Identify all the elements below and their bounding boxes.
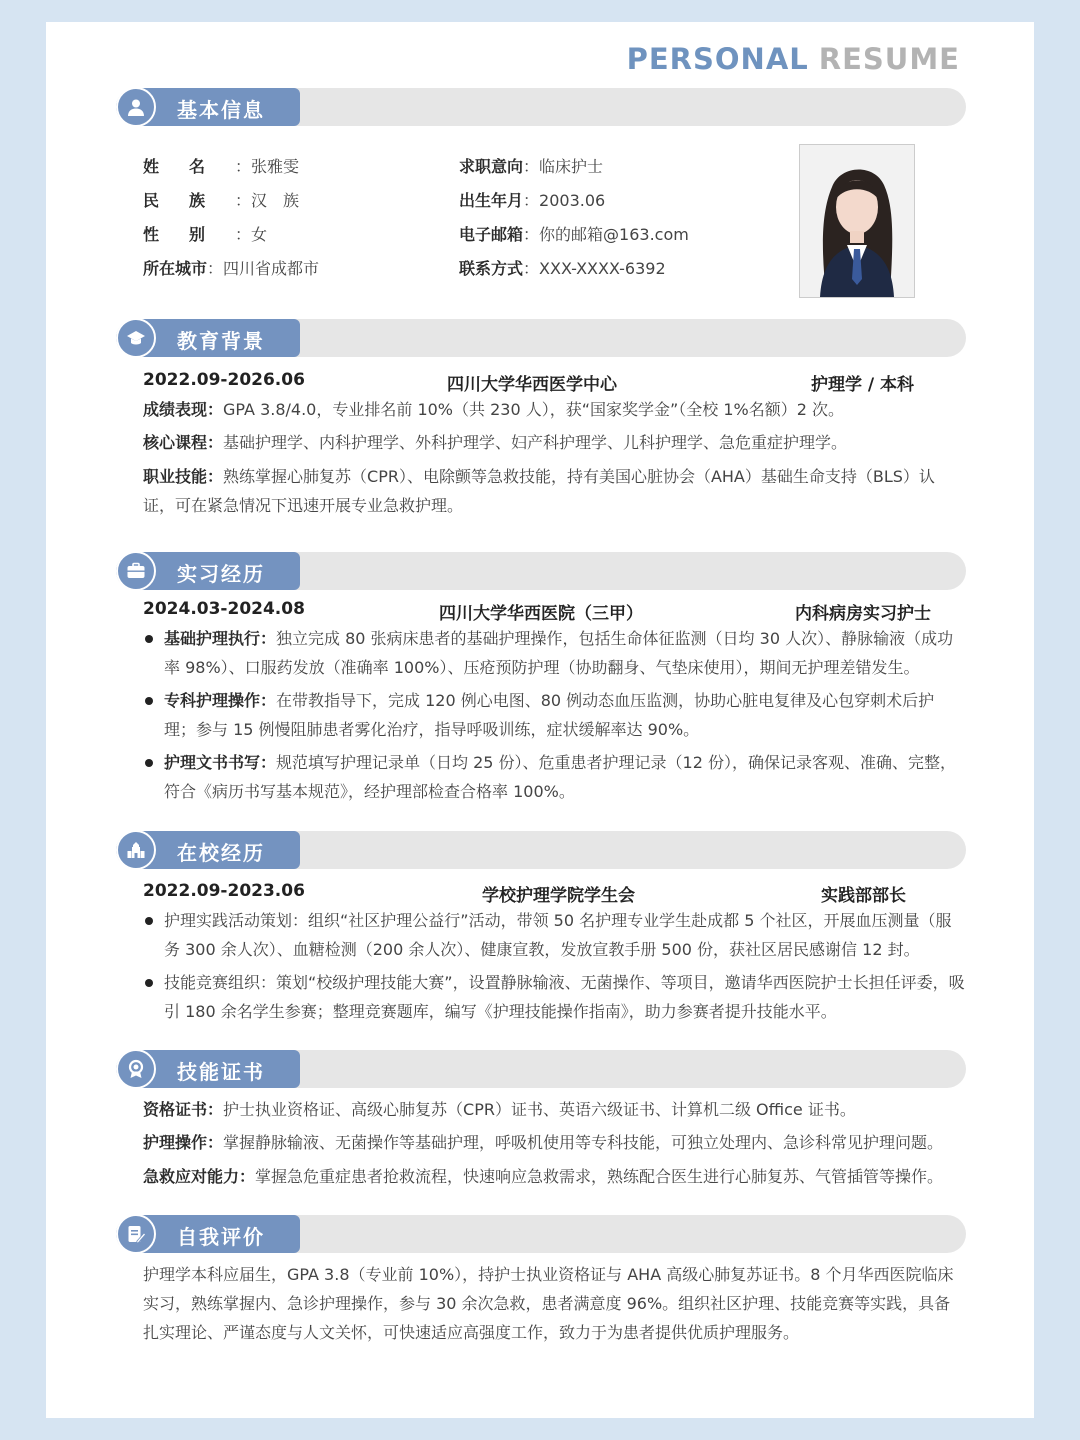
resume-header-title (627, 42, 960, 76)
education-major: 护理学 / 本科 (811, 375, 915, 395)
internship-item-label: 专科护理操作： (164, 691, 277, 710)
field-colon: ： (235, 191, 252, 210)
internship-item-label: 护理文书书写： (164, 753, 277, 772)
education-item-text: GPA 3.8/4.0，专业排名前 10%（共 230 人），获“国家奖学金”（全校 1%名额）2 次。 (223, 400, 845, 419)
field-colon: ： (523, 157, 540, 176)
field-colon: ： (235, 157, 252, 176)
field-label: 姓名 (143, 157, 236, 176)
skills-item-text: 掌握急危重症患者抢救流程，快速响应急救需求，熟练配合医生进行心肺复苏、气管插管等操作。 (255, 1167, 944, 1186)
header-word-personal: PERSONAL (626, 42, 809, 76)
field-gender (143, 225, 267, 245)
section-title-basic: 基本信息 (177, 98, 265, 122)
field-value-gender: 女 (251, 225, 268, 244)
campus-date: 2022.09-2023.06 (143, 881, 305, 901)
field-label: 电子邮箱 (459, 225, 524, 244)
internship-item (145, 624, 965, 682)
field-city (143, 259, 319, 279)
skills-item-label: 资格证书： (143, 1100, 224, 1119)
field-value-job: 临床护士 (539, 157, 604, 176)
section-header-campus (116, 831, 966, 869)
campus-role: 实践部部长 (821, 886, 906, 906)
field-label: 所在城市 (143, 259, 208, 278)
field-birth (459, 191, 605, 211)
skills-item (143, 1128, 963, 1157)
skills-item-text: 护士执业资格证、高级心肺复苏（CPR）证书、英语六级证书、计算机二级 Office 证书。 (223, 1100, 856, 1119)
bullet-dot (145, 917, 153, 925)
internship-item-text: 规范填写护理记录单（日均 25 份）、危重患者护理记录（12 份），确保记录客观、准确、完整，符合《病历书写基本规范》，经护理部检查合格率 100%。 (164, 753, 956, 801)
bullet-dot (145, 697, 153, 705)
field-label: 出生年月 (459, 191, 524, 210)
campus-item-text: 技能竞赛组织：策划“校级护理技能大赛”，设置静脉输液、无菌操作、等项目，邀请华西医院护士长担任评委，吸引 180 余名学生参赛；整理竞赛题库，编写《护理技能操作指南》，助力参赛者提升技能水平。 (164, 973, 965, 1021)
field-value-ethnic: 汉 族 (251, 191, 300, 210)
resume-page (46, 22, 1034, 1418)
field-label: 求职意向 (459, 157, 524, 176)
section-title-education: 教育背景 (177, 329, 265, 353)
field-phone (459, 259, 666, 279)
field-email (459, 225, 689, 245)
section-header-basic (116, 88, 966, 126)
skills-item-label: 急救应对能力： (143, 1167, 256, 1186)
section-header-education (116, 319, 966, 357)
profile-photo (799, 144, 915, 298)
education-item-label: 成绩表现： (143, 400, 224, 419)
bullet-dot (145, 979, 153, 987)
campus-item (145, 906, 965, 964)
internship-item-label: 基础护理执行： (164, 629, 277, 648)
education-item-text: 熟练掌握心肺复苏（CPR）、电除颤等急救技能，持有美国心脏协会（AHA）基础生命支持（BLS）认证，可在紧急情况下迅速开展专业急救护理。 (143, 467, 935, 515)
field-colon: ： (523, 259, 540, 278)
education-item-label: 职业技能： (143, 467, 224, 486)
school-building-icon (116, 830, 156, 870)
skills-item (143, 1095, 963, 1124)
award-medal-icon (116, 1049, 156, 1089)
field-value-email: 你的邮箱@163.com (539, 225, 689, 244)
section-title-skills: 技能证书 (177, 1060, 265, 1084)
skills-item-label: 护理操作： (143, 1133, 224, 1152)
field-value-phone: XXX-XXXX-6392 (539, 259, 666, 278)
field-value-name: 张雅雯 (251, 157, 300, 176)
education-item-label: 核心课程： (143, 433, 224, 452)
edit-note-icon (116, 1214, 156, 1254)
field-value-city: 四川省成都市 (223, 259, 320, 278)
education-item (143, 462, 963, 520)
briefcase-icon (116, 551, 156, 591)
internship-item (145, 748, 965, 806)
internship-role: 内科病房实习护士 (795, 604, 931, 624)
skills-item-text: 掌握静脉输液、无菌操作等基础护理，呼吸机使用等专科技能，可独立处理内、急诊科常见护理问题。 (223, 1133, 944, 1152)
field-colon: ： (235, 225, 252, 244)
field-colon: ： (523, 191, 540, 210)
internship-item-text: 在带教指导下，完成 120 例心电图、80 例动态血压监测，协助心脏电复律及心包穿刺术后护理；参与 15 例慢阻肺患者雾化治疗，指导呼吸训练，症状缓解率达 90%。 (164, 691, 935, 739)
education-item (143, 395, 963, 424)
field-value-birth: 2003.06 (539, 191, 606, 210)
internship-date: 2024.03-2024.08 (143, 599, 305, 619)
section-title-internship: 实习经历 (177, 562, 265, 586)
field-name (143, 157, 299, 177)
bullet-dot (145, 759, 153, 767)
skills-item (143, 1162, 963, 1191)
campus-org: 学校护理学院学生会 (482, 886, 635, 906)
education-school: 四川大学华西医学中心 (447, 375, 617, 395)
bullet-dot (145, 635, 153, 643)
section-title-self: 自我评价 (177, 1225, 265, 1249)
field-ethnic (143, 191, 299, 211)
field-colon: ： (523, 225, 540, 244)
field-job (459, 157, 603, 177)
self-evaluation-text: 护理学本科应届生，GPA 3.8（专业前 10%），持护士执业资格证与 AHA 高级心肺复苏证书。8 个月华西医院临床实习，熟练掌握内、急诊护理操作，参与 30 余次急救，患者满意度 96%。组织社区护理、技能竞赛等实践，具备扎实理论、严谨态度与人文关怀，可快速适应高强度工作，致力于为患者提供优质护理服务。 (143, 1265, 954, 1342)
section-title-campus: 在校经历 (177, 841, 265, 865)
section-header-self (116, 1215, 966, 1253)
campus-item (145, 968, 965, 1026)
section-header-internship (116, 552, 966, 590)
internship-item-text: 独立完成 80 张病床患者的基础护理操作，包括生命体征监测（日均 30 人次）、静脉输液（成功率 98%）、口服药发放（准确率 100%）、压疮预防护理（协助翻身、气垫床使用），期间无护理差错发生。 (164, 629, 954, 677)
field-colon: ： (207, 259, 224, 278)
field-label: 性别 (143, 225, 236, 244)
internship-item (145, 686, 965, 744)
education-item (143, 428, 963, 457)
field-label: 联系方式 (459, 259, 524, 278)
internship-org: 四川大学华西医院（三甲） (439, 604, 643, 624)
education-date: 2022.09-2026.06 (143, 370, 305, 390)
campus-item-text: 护理实践活动策划：组织“社区护理公益行”活动，带领 50 名护理专业学生赴成都 5 个社区，开展血压测量（服务 300 余人次）、血糖检测（200 余人次）、健康宣教，发放宣教手册 500 份，获社区居民感谢信 12 封。 (164, 911, 952, 959)
header-word-resume: RESUME (818, 42, 960, 76)
section-header-skills (116, 1050, 966, 1088)
education-item-text: 基础护理学、内科护理学、外科护理学、妇产科护理学、儿科护理学、急危重症护理学。 (223, 433, 848, 452)
field-label: 民族 (143, 191, 236, 210)
user-icon (116, 87, 156, 127)
graduation-cap-icon (116, 318, 156, 358)
